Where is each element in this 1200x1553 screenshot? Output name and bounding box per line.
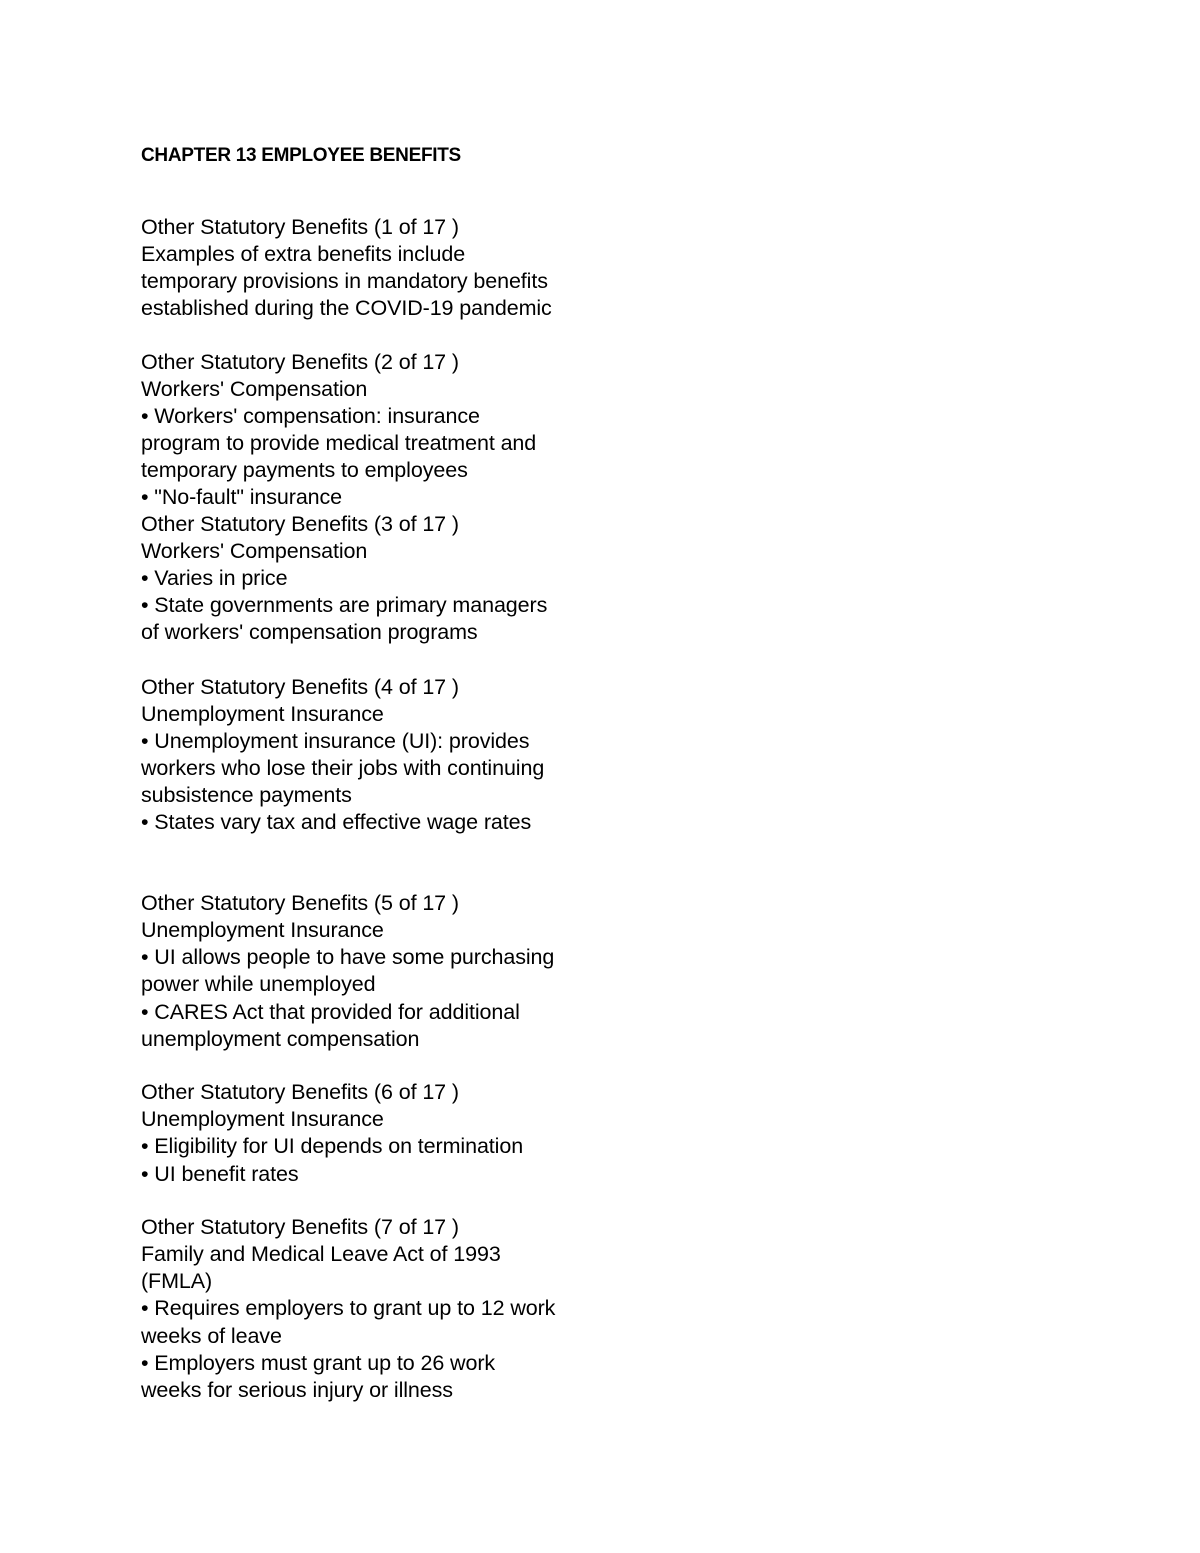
section-heading-1: Other Statutory Benefits (1 of 17 )	[141, 215, 459, 239]
text-line: Workers' Compensation	[141, 539, 368, 563]
bullet-line: • States vary tax and effective wage rates	[141, 810, 532, 834]
bullet-line: • UI allows people to have some purchasing	[141, 945, 555, 969]
section-heading-7: Other Statutory Benefits (7 of 17 )	[141, 1215, 459, 1239]
bullet-line: • Eligibility for UI depends on termination	[141, 1134, 524, 1158]
text-line: weeks of leave	[141, 1324, 282, 1348]
section-heading-2: Other Statutory Benefits (2 of 17 )	[141, 350, 459, 374]
text-line: Unemployment Insurance	[141, 702, 384, 726]
text-line: of workers' compensation programs	[141, 620, 478, 644]
bullet-line: • CARES Act that provided for additional	[141, 1000, 520, 1024]
bullet-line: • State governments are primary managers	[141, 593, 548, 617]
bullet-line: • UI benefit rates	[141, 1162, 299, 1186]
text-line: Unemployment Insurance	[141, 918, 384, 942]
section-heading-3: Other Statutory Benefits (3 of 17 )	[141, 512, 459, 536]
text-line: (FMLA)	[141, 1269, 213, 1293]
bullet-line: • Varies in price	[141, 566, 288, 590]
bullet-line: • Requires employers to grant up to 12 work	[141, 1296, 556, 1320]
text-line: Examples of extra benefits include	[141, 242, 466, 266]
section-heading-6: Other Statutory Benefits (6 of 17 )	[141, 1080, 459, 1104]
text-line: temporary provisions in mandatory benefits	[141, 269, 548, 293]
bullet-line: • Workers' compensation: insurance	[141, 404, 480, 428]
text-line: Workers' Compensation	[141, 377, 368, 401]
text-line: subsistence payments	[141, 783, 352, 807]
text-line: program to provide medical treatment and	[141, 431, 537, 455]
text-line: established during the COVID-19 pandemic	[141, 296, 552, 320]
text-line: Unemployment Insurance	[141, 1107, 384, 1131]
text-line: unemployment compensation	[141, 1027, 420, 1051]
section-heading-4: Other Statutory Benefits (4 of 17 )	[141, 675, 459, 699]
document-title: CHAPTER 13 EMPLOYEE BENEFITS	[141, 145, 461, 166]
text-line: Family and Medical Leave Act of 1993	[141, 1242, 501, 1266]
text-line: temporary payments to employees	[141, 458, 468, 482]
text-line: power while unemployed	[141, 972, 376, 996]
bullet-line: • Unemployment insurance (UI): provides	[141, 729, 530, 753]
bullet-line: • Employers must grant up to 26 work	[141, 1351, 496, 1375]
text-line: weeks for serious injury or illness	[141, 1378, 453, 1402]
text-line: workers who lose their jobs with continuing	[141, 756, 545, 780]
bullet-line: • "No-fault" insurance	[141, 485, 343, 509]
section-heading-5: Other Statutory Benefits (5 of 17 )	[141, 891, 459, 915]
